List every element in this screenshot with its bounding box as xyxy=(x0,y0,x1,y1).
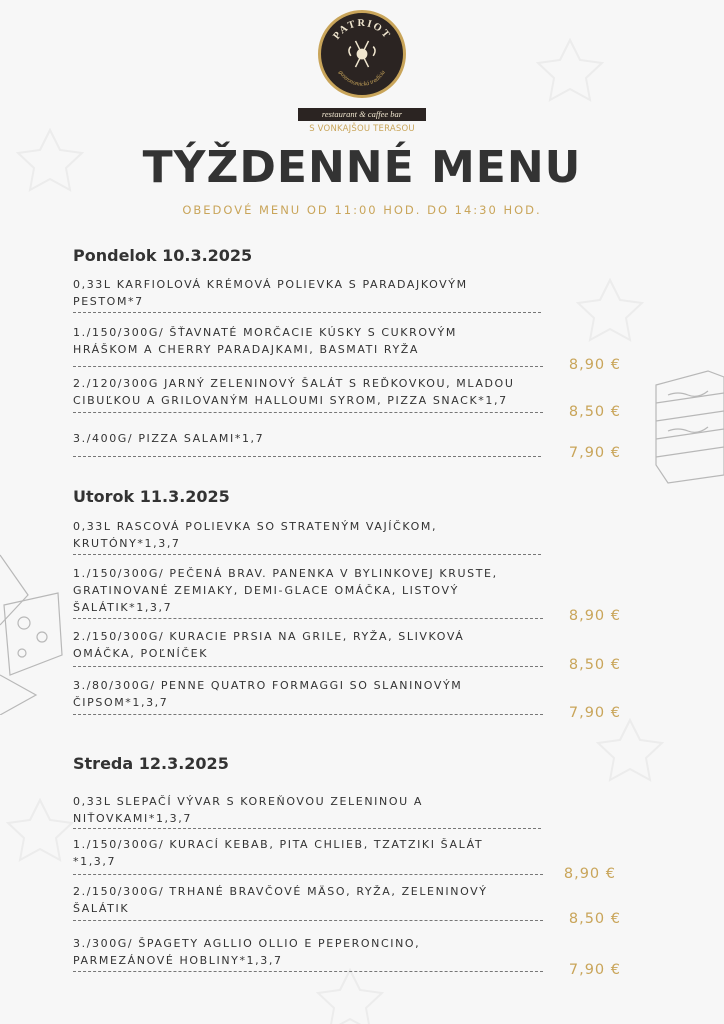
svg-text:gastronomická tradícia xyxy=(337,70,387,88)
price-label: 8,50 € xyxy=(568,657,621,673)
fork-spoon-icon xyxy=(349,41,375,67)
dotted-divider xyxy=(73,920,543,921)
price-label: 8,50 € xyxy=(568,404,621,420)
dotted-divider xyxy=(73,554,541,555)
dotted-divider xyxy=(73,874,543,875)
menu-item-2: 2./150/300G/ TRHANÉ BRAVČOVÉ MÄSO, RYŽA, ZELENINOVÝ ŠALÁTIK xyxy=(73,885,488,915)
dotted-divider xyxy=(73,456,541,457)
menu-item-2: 2./120/300G JARNÝ ZELENINOVÝ ŠALÁT S REĎKOVKOU, MLADOU CIBUĽKOU A GRILOVANÝM HALLOUMI SYROM, PIZZA SNACK*1,7 xyxy=(73,377,515,407)
day-heading-monday: Pondelok 10.3.2025 xyxy=(73,246,253,265)
page-title: TÝŽDENNÉ MENU xyxy=(142,142,582,193)
menu-item-1: 1./150/300G/ KURACÍ KEBAB, PITA CHLIEB, TZATZIKI ŠALÁT *1,3,7 xyxy=(73,838,484,868)
menu-item-soup: 0,33L KARFIOLOVÁ KRÉMOVÁ POLIEVKA S PARADAJKOVÝM PESTOM*7 xyxy=(73,278,468,308)
logo-arc-top: PATRIOT xyxy=(331,18,393,42)
menu-item-3: 3./300G/ ŠPAGETY AGLLIO OLLIO E PEPERONCINO, PARMEZÁNOVÉ HOBLINY*1,3,7 xyxy=(73,937,421,967)
price-label: 8,90 € xyxy=(568,608,621,624)
dotted-divider xyxy=(73,618,543,619)
price-label: 8,90 € xyxy=(568,357,621,373)
menu-item-soup: 0,33L RASCOVÁ POLIEVKA SO STRATENÝM VAJÍČKOM, KRUTÓNY*1,3,7 xyxy=(73,520,438,550)
day-heading-wednesday: Streda 12.3.2025 xyxy=(73,754,229,773)
dotted-divider xyxy=(73,312,541,313)
dotted-divider xyxy=(73,714,543,715)
price-label: 8,50 € xyxy=(568,911,621,927)
price-label: 8,90 € xyxy=(563,866,616,882)
price-label: 7,90 € xyxy=(568,962,621,978)
dotted-divider xyxy=(73,366,543,367)
menu-item-1: 1./150/300G/ PEČENÁ BRAV. PANENKA V BYLINKOVEJ KRUSTE, GRATINOVANÉ ZEMIAKY, DEMI-GLACE OMÁČKA, LISTOVÝ ŠALÁTIK*1,3,7 xyxy=(73,567,498,614)
dotted-divider xyxy=(73,971,543,972)
menu-item-3: 3./80/300G/ PENNE QUATRO FORMAGGI SO SLANINOVÝM ČIPSOM*1,3,7 xyxy=(73,679,463,709)
dotted-divider xyxy=(73,666,543,667)
logo-arc-bottom: gastronomická tradícia xyxy=(337,69,387,88)
tagline-restaurant: restaurant & caffee bar xyxy=(298,108,426,121)
menu-item-2: 2./150/300G/ KURACIE PRSIA NA GRILE, RYŽA, SLIVKOVÁ OMÁČKA, POĽNÍČEK xyxy=(73,630,465,660)
menu-item-1: 1./150/300G/ ŠŤAVNATÉ MORČACIE KÚSKY S CUKROVÝM HRÁŠKOM A CHERRY PARADAJKAMI, BASMATI RYŽA xyxy=(73,326,457,356)
price-label: 7,90 € xyxy=(568,445,621,461)
page-subtitle: OBEDOVÉ MENU OD 11:00 HOD. DO 14:30 HOD. xyxy=(182,203,542,217)
day-heading-tuesday: Utorok 11.3.2025 xyxy=(73,487,230,506)
svg-text:PATRIOT xyxy=(331,18,392,42)
pizza-slice-sketch-icon xyxy=(0,545,68,715)
restaurant-logo xyxy=(318,10,406,98)
price-label: 7,90 € xyxy=(568,705,621,721)
menu-item-3: 3./400G/ PIZZA SALAMI*1,7 xyxy=(73,432,265,445)
lasagna-sketch-icon xyxy=(648,365,724,485)
tagline-terrace: S VONKAJŠOU TERASOU xyxy=(309,124,415,134)
dotted-divider xyxy=(73,828,541,829)
menu-item-soup: 0,33L SLEPAČÍ VÝVAR S KOREŇOVOU ZELENINOU A NIŤOVKAMI*1,3,7 xyxy=(73,795,423,825)
dotted-divider xyxy=(73,412,543,413)
